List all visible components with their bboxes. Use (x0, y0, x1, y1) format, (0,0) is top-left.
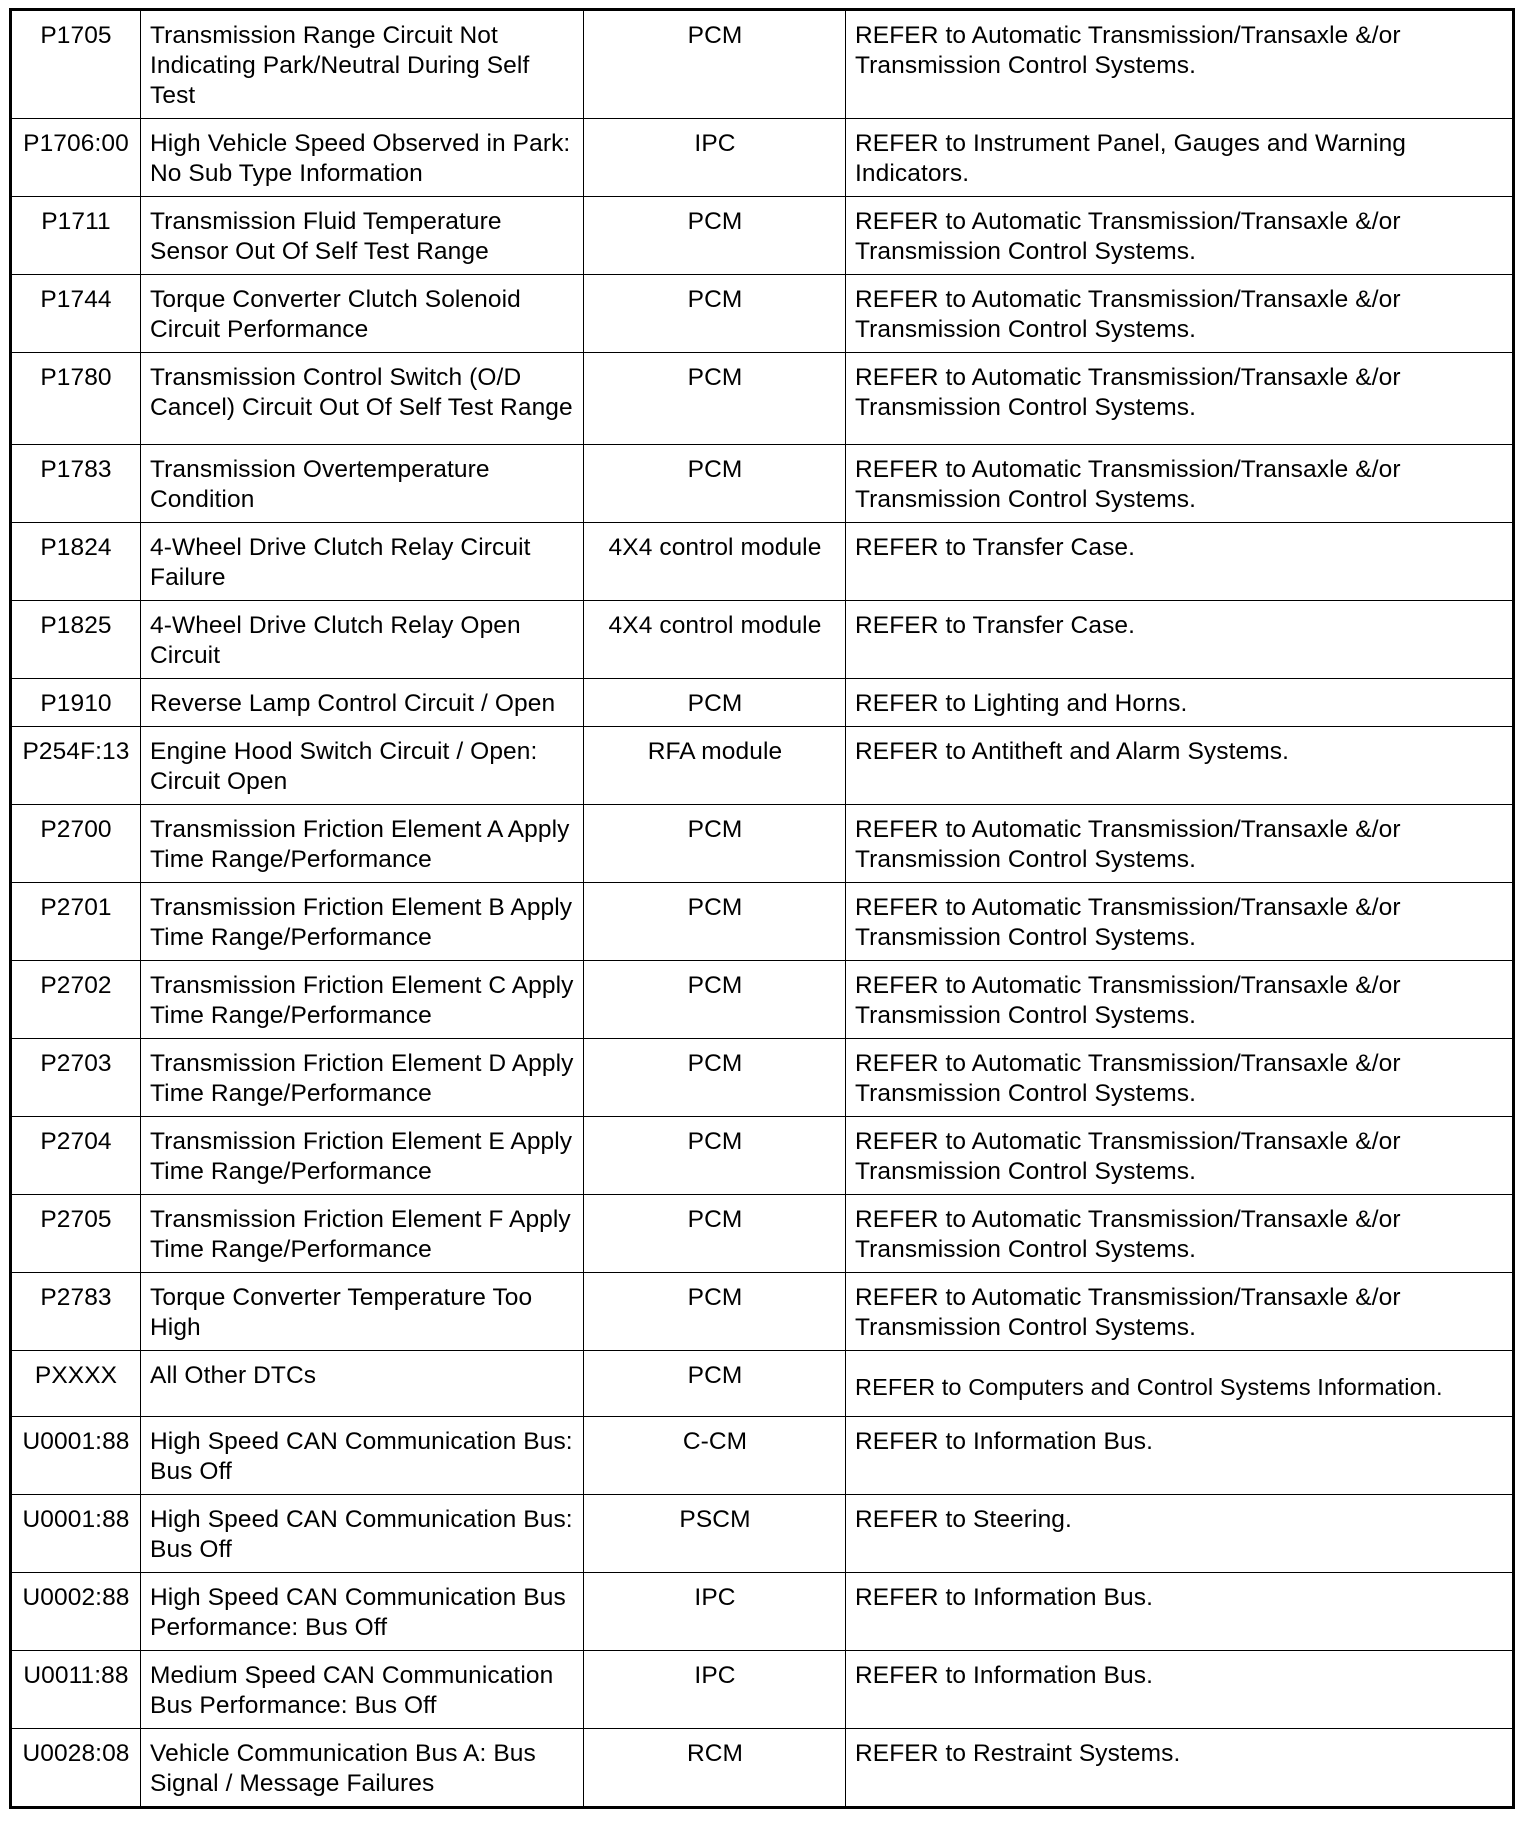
table-row (11, 445, 1514, 523)
dtc-description: Transmission Overtemperature Condition (141, 445, 584, 523)
dtc-code: P2783 (11, 1273, 141, 1351)
dtc-description: Transmission Friction Element B Apply Time Range/Performance (141, 883, 584, 961)
dtc-code: P2704 (11, 1117, 141, 1195)
dtc-action: REFER to Information Bus. (846, 1651, 1514, 1729)
dtc-description: Torque Converter Temperature Too High (141, 1273, 584, 1351)
dtc-module: PCM (584, 10, 846, 119)
table-row (11, 1573, 1514, 1651)
table-row (11, 353, 1514, 445)
dtc-description: High Speed CAN Communication Bus Performance: Bus Off (141, 1573, 584, 1651)
dtc-module: PCM (584, 445, 846, 523)
dtc-module: 4X4 control module (584, 601, 846, 679)
dtc-action: REFER to Automatic Transmission/Transaxle &/or Transmission Control Systems. (846, 961, 1514, 1039)
dtc-module: PCM (584, 1273, 846, 1351)
dtc-action: REFER to Antitheft and Alarm Systems. (846, 727, 1514, 805)
dtc-code: P1711 (11, 197, 141, 275)
dtc-description: Engine Hood Switch Circuit / Open: Circuit Open (141, 727, 584, 805)
dtc-action: REFER to Automatic Transmission/Transaxle &/or Transmission Control Systems. (846, 10, 1514, 119)
dtc-module: PCM (584, 1117, 846, 1195)
table-row (11, 727, 1514, 805)
dtc-module: PCM (584, 805, 846, 883)
dtc-module: PCM (584, 679, 846, 727)
table-row (11, 10, 1514, 119)
table-row (11, 1495, 1514, 1573)
table-row (11, 961, 1514, 1039)
dtc-module: PCM (584, 1351, 846, 1417)
table-row (11, 1417, 1514, 1495)
dtc-action: REFER to Information Bus. (846, 1573, 1514, 1651)
dtc-code: U0028:08 (11, 1729, 141, 1808)
dtc-code: U0001:88 (11, 1417, 141, 1495)
dtc-action: REFER to Steering. (846, 1495, 1514, 1573)
dtc-code: P1780 (11, 353, 141, 445)
dtc-code: P2701 (11, 883, 141, 961)
dtc-description: Transmission Friction Element A Apply Time Range/Performance (141, 805, 584, 883)
dtc-action: REFER to Lighting and Horns. (846, 679, 1514, 727)
dtc-action: REFER to Automatic Transmission/Transaxle &/or Transmission Control Systems. (846, 275, 1514, 353)
table-row (11, 197, 1514, 275)
dtc-module: RFA module (584, 727, 846, 805)
dtc-action: REFER to Automatic Transmission/Transaxle &/or Transmission Control Systems. (846, 1273, 1514, 1351)
dtc-module: PCM (584, 883, 846, 961)
dtc-action: REFER to Automatic Transmission/Transaxle &/or Transmission Control Systems. (846, 1117, 1514, 1195)
dtc-module: IPC (584, 1651, 846, 1729)
dtc-code: P1705 (11, 10, 141, 119)
dtc-action: REFER to Information Bus. (846, 1417, 1514, 1495)
dtc-module: C-CM (584, 1417, 846, 1495)
dtc-module: PCM (584, 1039, 846, 1117)
table-row (11, 275, 1514, 353)
dtc-action: REFER to Automatic Transmission/Transaxle &/or Transmission Control Systems. (846, 883, 1514, 961)
dtc-description: Transmission Range Circuit Not Indicating Park/Neutral During Self Test (141, 10, 584, 119)
dtc-module: PCM (584, 961, 846, 1039)
table-row (11, 1351, 1514, 1417)
dtc-action: REFER to Automatic Transmission/Transaxle &/or Transmission Control Systems. (846, 805, 1514, 883)
dtc-action: REFER to Transfer Case. (846, 523, 1514, 601)
dtc-description: High Speed CAN Communication Bus: Bus Off (141, 1417, 584, 1495)
dtc-description: Transmission Control Switch (O/D Cancel) Circuit Out Of Self Test Range (141, 353, 584, 445)
dtc-code: P1744 (11, 275, 141, 353)
dtc-description: Reverse Lamp Control Circuit / Open (141, 679, 584, 727)
dtc-action: REFER to Restraint Systems. (846, 1729, 1514, 1808)
dtc-description: Vehicle Communication Bus A: Bus Signal / Message Failures (141, 1729, 584, 1808)
dtc-code: P1910 (11, 679, 141, 727)
dtc-code: P2705 (11, 1195, 141, 1273)
dtc-description: 4-Wheel Drive Clutch Relay Circuit Failure (141, 523, 584, 601)
dtc-code: P2700 (11, 805, 141, 883)
dtc-action: REFER to Transfer Case. (846, 601, 1514, 679)
dtc-code: P1783 (11, 445, 141, 523)
table-row (11, 1273, 1514, 1351)
dtc-description: Transmission Fluid Temperature Sensor Out Of Self Test Range (141, 197, 584, 275)
dtc-code: P1824 (11, 523, 141, 601)
dtc-description: All Other DTCs (141, 1351, 584, 1417)
dtc-description: 4-Wheel Drive Clutch Relay Open Circuit (141, 601, 584, 679)
dtc-action: REFER to Automatic Transmission/Transaxle &/or Transmission Control Systems. (846, 1195, 1514, 1273)
dtc-action: REFER to Automatic Transmission/Transaxle &/or Transmission Control Systems. (846, 1039, 1514, 1117)
dtc-module: PCM (584, 1195, 846, 1273)
dtc-code: U0002:88 (11, 1573, 141, 1651)
table-row (11, 119, 1514, 197)
table-row (11, 679, 1514, 727)
dtc-description: Medium Speed CAN Communication Bus Performance: Bus Off (141, 1651, 584, 1729)
dtc-description: Transmission Friction Element F Apply Time Range/Performance (141, 1195, 584, 1273)
dtc-module: PSCM (584, 1495, 846, 1573)
dtc-code: P1706:00 (11, 119, 141, 197)
dtc-code: PXXXX (11, 1351, 141, 1417)
dtc-module: PCM (584, 275, 846, 353)
dtc-description: Transmission Friction Element E Apply Time Range/Performance (141, 1117, 584, 1195)
dtc-code: U0001:88 (11, 1495, 141, 1573)
dtc-action: REFER to Automatic Transmission/Transaxle &/or Transmission Control Systems. (846, 197, 1514, 275)
dtc-code: U0011:88 (11, 1651, 141, 1729)
table-row (11, 1729, 1514, 1808)
table-row (11, 601, 1514, 679)
dtc-module: PCM (584, 197, 846, 275)
dtc-code: P1825 (11, 601, 141, 679)
dtc-table (9, 8, 1515, 1809)
dtc-code: P2703 (11, 1039, 141, 1117)
dtc-description: Torque Converter Clutch Solenoid Circuit Performance (141, 275, 584, 353)
dtc-code: P254F:13 (11, 727, 141, 805)
table-row (11, 1195, 1514, 1273)
dtc-action: REFER to Computers and Control Systems Information. (846, 1351, 1514, 1417)
table-row (11, 1039, 1514, 1117)
dtc-action: REFER to Automatic Transmission/Transaxle &/or Transmission Control Systems. (846, 445, 1514, 523)
dtc-module: PCM (584, 353, 846, 445)
dtc-action: REFER to Instrument Panel, Gauges and Warning Indicators. (846, 119, 1514, 197)
dtc-module: RCM (584, 1729, 846, 1808)
table-row (11, 1651, 1514, 1729)
table-row (11, 1117, 1514, 1195)
table-row (11, 805, 1514, 883)
dtc-code: P2702 (11, 961, 141, 1039)
dtc-module: 4X4 control module (584, 523, 846, 601)
dtc-action: REFER to Automatic Transmission/Transaxle &/or Transmission Control Systems. (846, 353, 1514, 445)
dtc-description: High Speed CAN Communication Bus: Bus Off (141, 1495, 584, 1573)
dtc-module: IPC (584, 119, 846, 197)
dtc-description: Transmission Friction Element D Apply Time Range/Performance (141, 1039, 584, 1117)
dtc-module: IPC (584, 1573, 846, 1651)
dtc-description: High Vehicle Speed Observed in Park: No Sub Type Information (141, 119, 584, 197)
table-row (11, 523, 1514, 601)
dtc-description: Transmission Friction Element C Apply Time Range/Performance (141, 961, 584, 1039)
table-row (11, 883, 1514, 961)
dtc-table-body (11, 10, 1514, 1808)
